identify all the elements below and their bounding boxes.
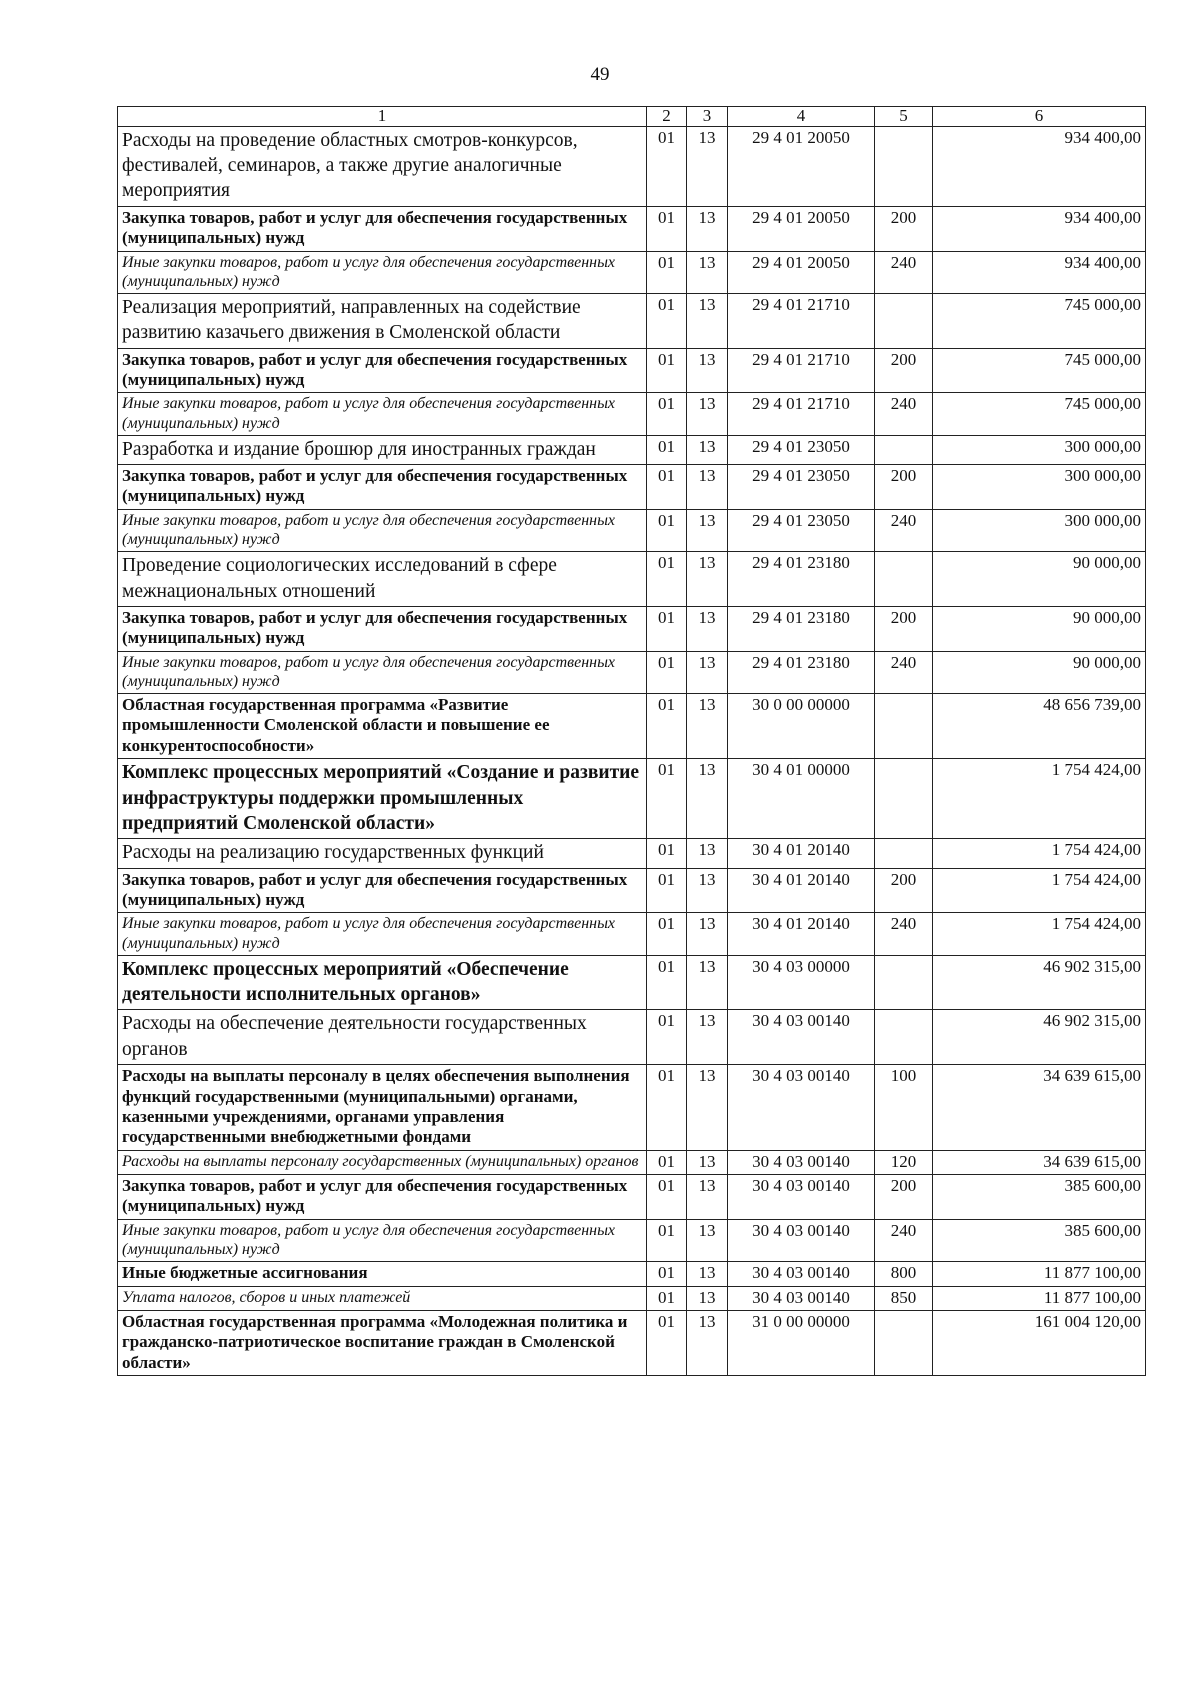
target-article-cell: 31 0 00 00000 (728, 1311, 875, 1376)
target-article-cell: 29 4 01 20050 (728, 126, 875, 206)
expense-type-cell: 200 (875, 606, 933, 651)
expense-type-cell (875, 435, 933, 464)
target-article-cell: 30 4 03 00140 (728, 1262, 875, 1286)
amount-cell: 11 877 100,00 (933, 1262, 1146, 1286)
section-code-cell: 01 (647, 126, 687, 206)
row-name-cell: Закупка товаров, работ и услуг для обеспечения государственных (муниципальных) нужд (118, 206, 647, 251)
expense-type-cell: 100 (875, 1065, 933, 1151)
row-name-cell: Иные закупки товаров, работ и услуг для обеспечения государственных (муниципальных) нужд (118, 651, 647, 693)
amount-cell: 745 000,00 (933, 293, 1146, 348)
expense-type-cell (875, 759, 933, 839)
amount-cell: 934 400,00 (933, 126, 1146, 206)
table-row (118, 1219, 1146, 1261)
table-row (118, 1150, 1146, 1174)
table-header-row (118, 107, 1146, 127)
expense-type-cell (875, 293, 933, 348)
target-article-cell: 30 4 01 20140 (728, 868, 875, 913)
expense-type-cell: 200 (875, 1175, 933, 1220)
row-name-cell: Уплата налогов, сборов и иных платежей (118, 1286, 647, 1310)
amount-cell: 300 000,00 (933, 509, 1146, 551)
target-article-cell: 30 4 03 00140 (728, 1175, 875, 1220)
subsection-code-cell: 13 (687, 206, 728, 251)
section-code-cell: 01 (647, 759, 687, 839)
target-article-cell: 29 4 01 21710 (728, 293, 875, 348)
expense-type-cell: 200 (875, 348, 933, 393)
subsection-code-cell: 13 (687, 435, 728, 464)
table-row (118, 651, 1146, 693)
table-body (118, 126, 1146, 1376)
amount-cell: 11 877 100,00 (933, 1286, 1146, 1310)
table-row (118, 552, 1146, 607)
target-article-cell: 29 4 01 23180 (728, 606, 875, 651)
section-code-cell: 01 (647, 606, 687, 651)
row-name-cell: Комплекс процессных мероприятий «Создание и развитие инфраструктуры поддержки промышленных предприятий Смоленской области» (118, 759, 647, 839)
row-name-cell: Иные бюджетные ассигнования (118, 1262, 647, 1286)
row-name-cell: Закупка товаров, работ и услуг для обеспечения государственных (муниципальных) нужд (118, 1175, 647, 1220)
section-code-cell: 01 (647, 955, 687, 1010)
row-name-cell: Иные закупки товаров, работ и услуг для обеспечения государственных (муниципальных) нужд (118, 251, 647, 293)
row-name-cell: Расходы на выплаты персоналу государственных (муниципальных) органов (118, 1150, 647, 1174)
amount-cell: 46 902 315,00 (933, 955, 1146, 1010)
section-code-cell: 01 (647, 1286, 687, 1310)
table-row (118, 348, 1146, 393)
amount-cell: 934 400,00 (933, 251, 1146, 293)
section-code-cell: 01 (647, 1219, 687, 1261)
target-article-cell: 30 4 03 00140 (728, 1150, 875, 1174)
amount-cell: 1 754 424,00 (933, 868, 1146, 913)
amount-cell: 90 000,00 (933, 651, 1146, 693)
target-article-cell: 30 0 00 00000 (728, 694, 875, 759)
subsection-code-cell: 13 (687, 293, 728, 348)
amount-cell: 34 639 615,00 (933, 1150, 1146, 1174)
amount-cell: 300 000,00 (933, 465, 1146, 510)
expense-type-cell (875, 552, 933, 607)
subsection-code-cell: 13 (687, 1311, 728, 1376)
amount-cell: 34 639 615,00 (933, 1065, 1146, 1151)
subsection-code-cell: 13 (687, 1150, 728, 1174)
amount-cell: 385 600,00 (933, 1175, 1146, 1220)
section-code-cell: 01 (647, 552, 687, 607)
row-name-cell: Областная государственная программа «Молодежная политика и гражданско-патриотическое воспитание граждан в Смоленской области» (118, 1311, 647, 1376)
table-row (118, 251, 1146, 293)
target-article-cell: 30 4 01 20140 (728, 913, 875, 955)
expense-type-cell (875, 694, 933, 759)
row-name-cell: Иные закупки товаров, работ и услуг для обеспечения государственных (муниципальных) нужд (118, 393, 647, 435)
table-row (118, 1286, 1146, 1310)
row-name-cell: Закупка товаров, работ и услуг для обеспечения государственных (муниципальных) нужд (118, 465, 647, 510)
row-name-cell: Закупка товаров, работ и услуг для обеспечения государственных (муниципальных) нужд (118, 348, 647, 393)
section-code-cell: 01 (647, 1150, 687, 1174)
target-article-cell: 30 4 03 00140 (728, 1286, 875, 1310)
expense-type-cell: 240 (875, 509, 933, 551)
table-row (118, 206, 1146, 251)
section-code-cell: 01 (647, 465, 687, 510)
section-code-cell: 01 (647, 1262, 687, 1286)
section-code-cell: 01 (647, 206, 687, 251)
expense-type-cell: 850 (875, 1286, 933, 1310)
section-code-cell: 01 (647, 393, 687, 435)
target-article-cell: 30 4 03 00140 (728, 1219, 875, 1261)
target-article-cell: 30 4 03 00140 (728, 1065, 875, 1151)
expense-type-cell (875, 955, 933, 1010)
target-article-cell: 29 4 01 20050 (728, 251, 875, 293)
target-article-cell: 29 4 01 23050 (728, 465, 875, 510)
row-name-cell: Закупка товаров, работ и услуг для обеспечения государственных (муниципальных) нужд (118, 606, 647, 651)
target-article-cell: 30 4 03 00140 (728, 1010, 875, 1065)
amount-cell: 1 754 424,00 (933, 913, 1146, 955)
section-code-cell: 01 (647, 913, 687, 955)
subsection-code-cell: 13 (687, 694, 728, 759)
column-header-6: 6 (933, 107, 1146, 127)
subsection-code-cell: 13 (687, 552, 728, 607)
table-row (118, 1175, 1146, 1220)
row-name-cell: Разработка и издание брошюр для иностранных граждан (118, 435, 647, 464)
subsection-code-cell: 13 (687, 759, 728, 839)
table-row (118, 1010, 1146, 1065)
row-name-cell: Комплекс процессных мероприятий «Обеспечение деятельности исполнительных органов» (118, 955, 647, 1010)
section-code-cell: 01 (647, 348, 687, 393)
table-row (118, 955, 1146, 1010)
amount-cell: 46 902 315,00 (933, 1010, 1146, 1065)
amount-cell: 934 400,00 (933, 206, 1146, 251)
table-row (118, 435, 1146, 464)
expense-type-cell: 240 (875, 251, 933, 293)
expense-type-cell: 200 (875, 868, 933, 913)
amount-cell: 90 000,00 (933, 552, 1146, 607)
row-name-cell: Областная государственная программа «Развитие промышленности Смоленской области и повышение ее конкурентоспособности» (118, 694, 647, 759)
amount-cell: 48 656 739,00 (933, 694, 1146, 759)
subsection-code-cell: 13 (687, 1175, 728, 1220)
column-header-4: 4 (728, 107, 875, 127)
section-code-cell: 01 (647, 1175, 687, 1220)
expense-type-cell: 800 (875, 1262, 933, 1286)
section-code-cell: 01 (647, 839, 687, 868)
section-code-cell: 01 (647, 1010, 687, 1065)
subsection-code-cell: 13 (687, 509, 728, 551)
subsection-code-cell: 13 (687, 348, 728, 393)
section-code-cell: 01 (647, 251, 687, 293)
amount-cell: 1 754 424,00 (933, 839, 1146, 868)
target-article-cell: 29 4 01 21710 (728, 393, 875, 435)
subsection-code-cell: 13 (687, 1065, 728, 1151)
section-code-cell: 01 (647, 694, 687, 759)
row-name-cell: Расходы на реализацию государственных функций (118, 839, 647, 868)
subsection-code-cell: 13 (687, 126, 728, 206)
row-name-cell: Проведение социологических исследований в сфере межнациональных отношений (118, 552, 647, 607)
column-header-5: 5 (875, 107, 933, 127)
subsection-code-cell: 13 (687, 1262, 728, 1286)
expense-type-cell: 120 (875, 1150, 933, 1174)
subsection-code-cell: 13 (687, 465, 728, 510)
table-row (118, 1065, 1146, 1151)
subsection-code-cell: 13 (687, 868, 728, 913)
row-name-cell: Иные закупки товаров, работ и услуг для обеспечения государственных (муниципальных) нужд (118, 509, 647, 551)
budget-table (117, 106, 1146, 1376)
target-article-cell: 29 4 01 20050 (728, 206, 875, 251)
row-name-cell: Иные закупки товаров, работ и услуг для обеспечения государственных (муниципальных) нужд (118, 913, 647, 955)
row-name-cell: Реализация мероприятий, направленных на содействие развитию казачьего движения в Смоленской области (118, 293, 647, 348)
amount-cell: 1 754 424,00 (933, 759, 1146, 839)
amount-cell: 745 000,00 (933, 393, 1146, 435)
section-code-cell: 01 (647, 1065, 687, 1151)
expense-type-cell: 200 (875, 206, 933, 251)
expense-type-cell (875, 1311, 933, 1376)
expense-type-cell: 240 (875, 1219, 933, 1261)
table-row (118, 759, 1146, 839)
expense-type-cell (875, 1010, 933, 1065)
expense-type-cell: 240 (875, 393, 933, 435)
subsection-code-cell: 13 (687, 913, 728, 955)
table-row (118, 1311, 1146, 1376)
amount-cell: 385 600,00 (933, 1219, 1146, 1261)
subsection-code-cell: 13 (687, 651, 728, 693)
column-header-3: 3 (687, 107, 728, 127)
column-header-1: 1 (118, 107, 647, 127)
subsection-code-cell: 13 (687, 393, 728, 435)
column-header-2: 2 (647, 107, 687, 127)
amount-cell: 300 000,00 (933, 435, 1146, 464)
expense-type-cell: 240 (875, 651, 933, 693)
table-row (118, 694, 1146, 759)
row-name-cell: Закупка товаров, работ и услуг для обеспечения государственных (муниципальных) нужд (118, 868, 647, 913)
target-article-cell: 30 4 01 00000 (728, 759, 875, 839)
expense-type-cell: 200 (875, 465, 933, 510)
table-row (118, 1262, 1146, 1286)
amount-cell: 90 000,00 (933, 606, 1146, 651)
row-name-cell: Иные закупки товаров, работ и услуг для обеспечения государственных (муниципальных) нужд (118, 1219, 647, 1261)
section-code-cell: 01 (647, 293, 687, 348)
expense-type-cell: 240 (875, 913, 933, 955)
target-article-cell: 29 4 01 23180 (728, 552, 875, 607)
target-article-cell: 30 4 01 20140 (728, 839, 875, 868)
subsection-code-cell: 13 (687, 839, 728, 868)
target-article-cell: 29 4 01 21710 (728, 348, 875, 393)
section-code-cell: 01 (647, 509, 687, 551)
table-row (118, 839, 1146, 868)
row-name-cell: Расходы на проведение областных смотров-конкурсов, фестивалей, семинаров, а также другие аналогичные мероприятия (118, 126, 647, 206)
table-row (118, 606, 1146, 651)
target-article-cell: 29 4 01 23180 (728, 651, 875, 693)
section-code-cell: 01 (647, 435, 687, 464)
target-article-cell: 30 4 03 00000 (728, 955, 875, 1010)
target-article-cell: 29 4 01 23050 (728, 509, 875, 551)
subsection-code-cell: 13 (687, 1010, 728, 1065)
table-row (118, 293, 1146, 348)
subsection-code-cell: 13 (687, 251, 728, 293)
subsection-code-cell: 13 (687, 1219, 728, 1261)
table-row (118, 465, 1146, 510)
page-number: 49 (590, 64, 610, 85)
section-code-cell: 01 (647, 651, 687, 693)
table-row (118, 126, 1146, 206)
table-row (118, 868, 1146, 913)
table-row (118, 509, 1146, 551)
target-article-cell: 29 4 01 23050 (728, 435, 875, 464)
expense-type-cell (875, 839, 933, 868)
subsection-code-cell: 13 (687, 955, 728, 1010)
table-row (118, 393, 1146, 435)
subsection-code-cell: 13 (687, 1286, 728, 1310)
amount-cell: 745 000,00 (933, 348, 1146, 393)
amount-cell: 161 004 120,00 (933, 1311, 1146, 1376)
section-code-cell: 01 (647, 1311, 687, 1376)
subsection-code-cell: 13 (687, 606, 728, 651)
row-name-cell: Расходы на выплаты персоналу в целях обеспечения выполнения функций государственными (муниципальными) органами, казенными учреждениями, органами управления государственными внебюджетными фондами (118, 1065, 647, 1151)
row-name-cell: Расходы на обеспечение деятельности государственных органов (118, 1010, 647, 1065)
expense-type-cell (875, 126, 933, 206)
table-row (118, 913, 1146, 955)
section-code-cell: 01 (647, 868, 687, 913)
